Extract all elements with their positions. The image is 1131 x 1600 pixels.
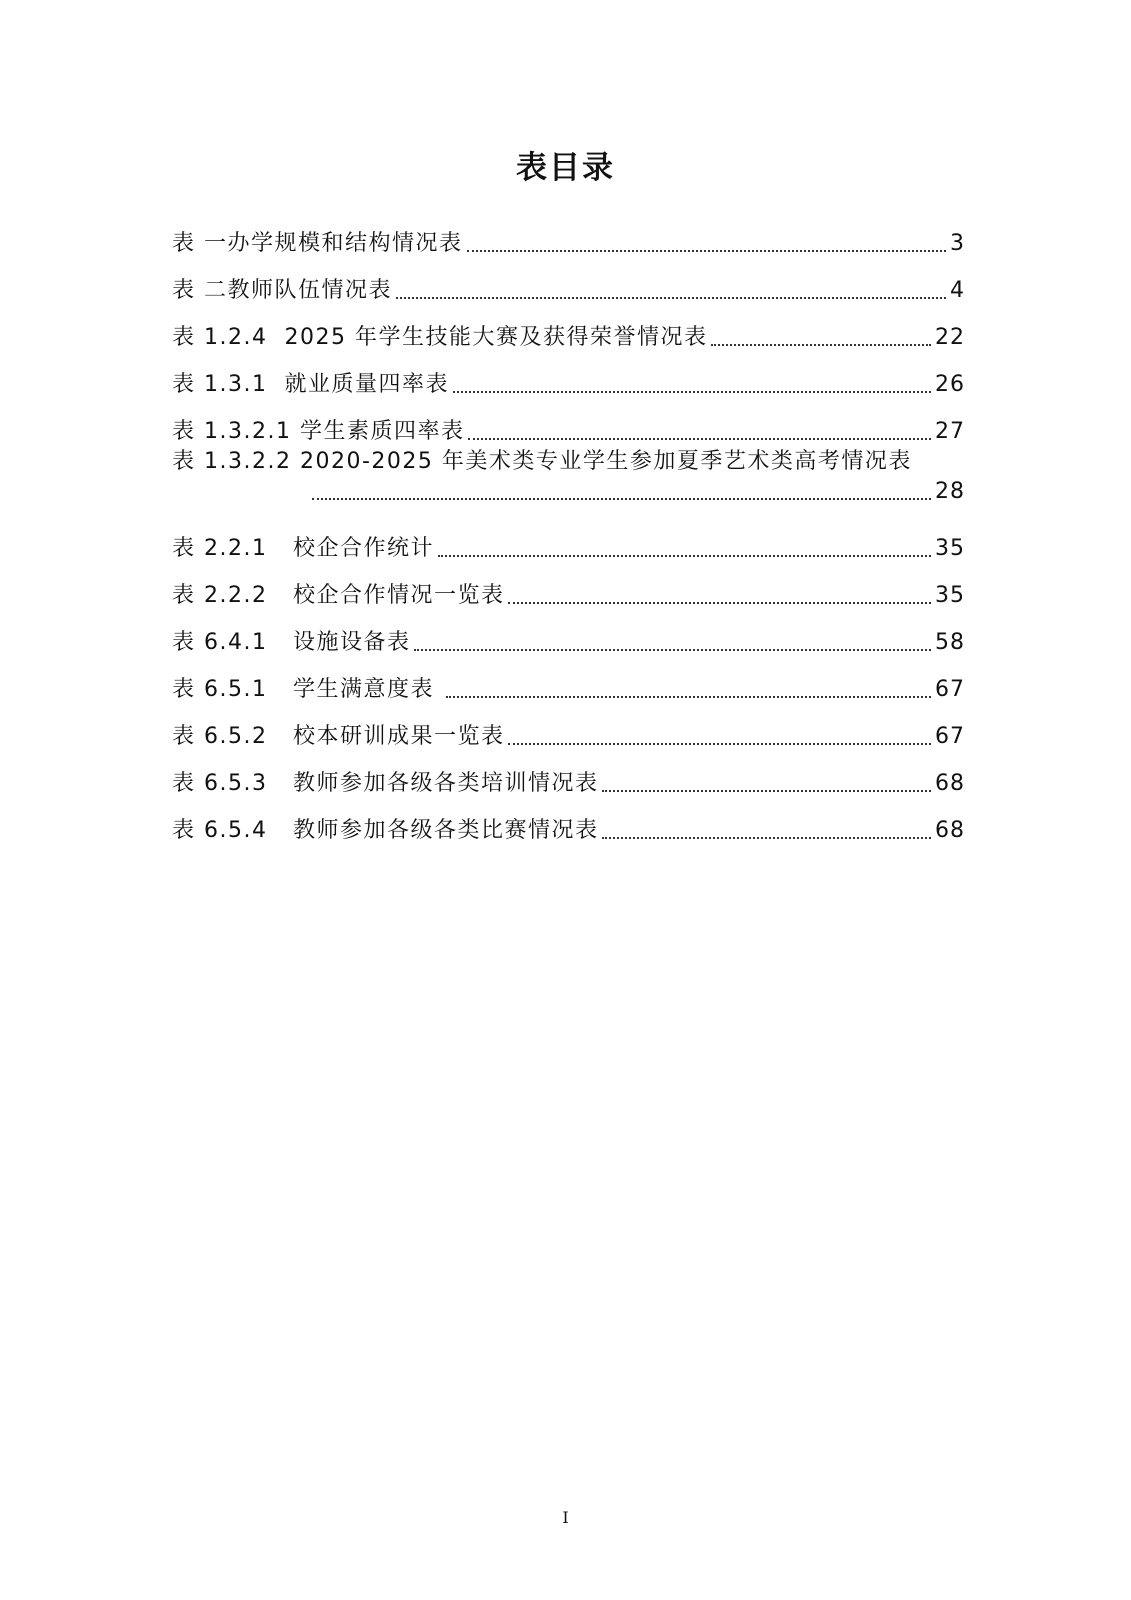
toc-entry[interactable] bbox=[172, 353, 965, 400]
toc-entry-page: 68 bbox=[935, 771, 965, 796]
toc-entry-page: 22 bbox=[935, 325, 965, 350]
dot-leader bbox=[446, 696, 931, 698]
toc-entry[interactable] bbox=[172, 705, 965, 752]
toc-entry-page: 35 bbox=[935, 583, 965, 608]
dot-leader bbox=[396, 297, 946, 299]
toc-entry-label: 表 二教师队伍情况表 bbox=[172, 278, 392, 303]
toc-entry-page: 28 bbox=[935, 479, 965, 504]
dot-leader bbox=[508, 602, 931, 604]
dot-leader bbox=[468, 438, 931, 440]
page-title: 表目录 bbox=[516, 150, 615, 186]
toc-entry-label: 表 一办学规模和结构情况表 bbox=[172, 231, 463, 256]
dot-leader bbox=[438, 555, 931, 557]
toc-entry[interactable] bbox=[172, 306, 965, 353]
toc-entry-page: 67 bbox=[935, 677, 965, 702]
toc-entry-label: 表 2.2.2 校企合作情况一览表 bbox=[172, 583, 505, 608]
toc-entry-label: 表 6.5.3 教师参加各级各类培训情况表 bbox=[172, 771, 599, 796]
toc-entry[interactable] bbox=[172, 799, 965, 846]
toc-entry-page: 67 bbox=[935, 724, 965, 749]
toc-entry-page: 68 bbox=[935, 818, 965, 843]
toc-entry-label: 表 6.5.2 校本研训成果一览表 bbox=[172, 724, 505, 749]
toc-entry[interactable] bbox=[172, 564, 965, 611]
toc-entry-label: 表 1.3.2.1 学生素质四率表 bbox=[172, 419, 465, 444]
dot-leader bbox=[414, 649, 931, 651]
toc-entry-label: 表 1.3.1 就业质量四率表 bbox=[172, 372, 449, 397]
toc-entry[interactable] bbox=[172, 212, 965, 259]
toc-entry-page: 27 bbox=[935, 419, 965, 444]
toc-entry-label: 表 1.3.2.2 2020-2025 年美术类专业学生参加夏季艺术类高考情况表 bbox=[172, 449, 912, 474]
toc-entry-label: 表 6.5.4 教师参加各级各类比赛情况表 bbox=[172, 818, 599, 843]
toc-entry-label: 表 6.5.1 学生满意度表 bbox=[172, 677, 443, 702]
toc-entry-page: 4 bbox=[950, 278, 965, 303]
toc-entry-page: 58 bbox=[935, 630, 965, 655]
toc-entry[interactable] bbox=[172, 259, 965, 306]
toc-entry-label: 表 2.2.1 校企合作统计 bbox=[172, 536, 434, 561]
dot-leader bbox=[602, 790, 931, 792]
toc-entry-continuation bbox=[172, 477, 965, 507]
dot-leader bbox=[508, 743, 931, 745]
table-of-contents bbox=[172, 212, 965, 846]
toc-entry[interactable] bbox=[172, 752, 965, 799]
dot-leader bbox=[467, 250, 947, 252]
page-number: I bbox=[562, 1508, 569, 1527]
dot-leader bbox=[453, 391, 931, 393]
toc-entry[interactable] bbox=[172, 447, 965, 517]
dot-leader bbox=[312, 498, 931, 500]
toc-entry[interactable] bbox=[172, 400, 965, 447]
toc-entry[interactable] bbox=[172, 517, 965, 564]
toc-entry-label: 表 1.2.4 2025 年学生技能大赛及获得荣誉情况表 bbox=[172, 325, 708, 350]
toc-entry[interactable] bbox=[172, 611, 965, 658]
toc-entry[interactable] bbox=[172, 658, 965, 705]
dot-leader bbox=[602, 837, 931, 839]
toc-entry-page: 35 bbox=[935, 536, 965, 561]
dot-leader bbox=[711, 344, 931, 346]
toc-entry-page: 3 bbox=[950, 231, 965, 256]
toc-entry-page: 26 bbox=[935, 372, 965, 397]
toc-entry-label: 表 6.4.1 设施设备表 bbox=[172, 630, 411, 655]
